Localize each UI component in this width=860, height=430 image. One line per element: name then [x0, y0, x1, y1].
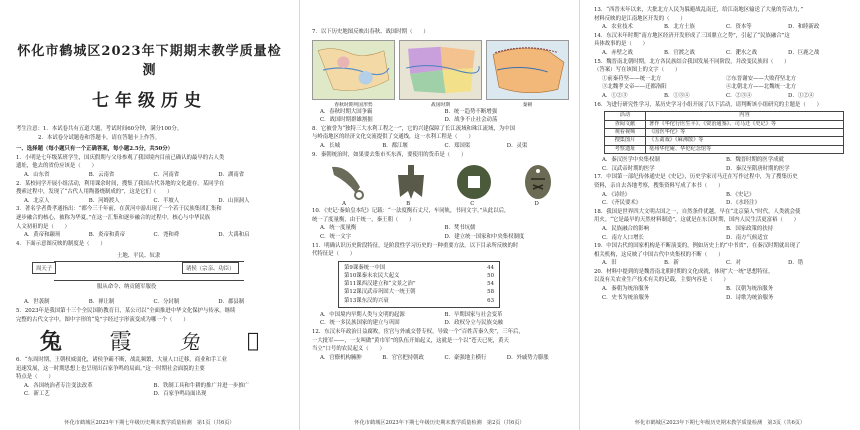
question-text: 3．著名学者费孝通指出：“都今三千年前，在黄河中游出现了一个若干民族集团汇集和	[16, 206, 222, 213]
question-text: 逐步融合的核心，被称为华夏。”在这一汇集和逐步融合的过程中，核心与中华民族	[16, 214, 211, 221]
diagram-bottom-label: 服从命令、纳贡随军服役	[94, 281, 159, 291]
glyph: 𫊸	[247, 328, 260, 353]
exam-page-1	[0, 0, 300, 430]
page-footer: 怀化市鹤城区2023年下期七年级历史期末教学质量检测 第1页（共6页）	[64, 420, 235, 426]
map-qin	[486, 40, 569, 100]
round-coin-icon	[455, 163, 493, 201]
map-captions: 春秋时期列国形势 战国时期 秦朝	[334, 102, 533, 108]
question-text: 迅速发展，这一时期思想上也呈现出百家争鸣的局面。”这一时期社会面貌的主要	[16, 365, 205, 372]
question-text: 搜索过程中，发现了“古代人用陶器烧制成的”，这是它们（ ）	[16, 189, 173, 196]
diagram-left-box: 周天子	[32, 262, 56, 274]
answer-options: A．民族融合的影响 B．国家政策的扶持 C．南方人口增长 D．南方气候适宜	[602, 225, 774, 241]
history-maps	[312, 40, 569, 100]
catalogue-row: 第12课汉武帝巩固大一统王朝 58	[344, 289, 494, 296]
question-text: 12．东汉末年政治日益腐败，宦官与外戚交替专权，导致一个“百姓苦秦久矣”，三年后，	[312, 328, 524, 335]
question-text: 材料反映的是江南地区开发的（ ）	[594, 15, 686, 22]
table-header-row: 活动 内容	[605, 112, 844, 120]
glyph: 霞	[109, 329, 132, 355]
question-text: 18．我国是世界四大文明古国之一，自然条件优越，早在“北京猿人”时代，人类就会使	[594, 208, 801, 215]
question-text: 11．明确认识历史阶段特征，是阶段性学习历史的一种重要方法。以下目录所反映的时	[312, 242, 519, 249]
table-row: 观看视频 《国医华佗》等	[605, 128, 844, 136]
answer-options: A．秦朝为统治服务 B．汉朝为统治服务 C．史书为统治服务 D．诗歌为统治服务	[602, 286, 774, 301]
catalogue-row: 第9课秦统一中国 44	[344, 264, 494, 271]
question-text: 2．某校同学开展小组活动，利用课余时间，搜集了我国古代各地的文化遗存。某同学在	[16, 180, 225, 187]
question-text: 1．小明是七年级某班学生，国庆假期与父母参观了我国境内目前已确认的最早的古人类	[16, 154, 225, 161]
page-footer: 怀化市鹤城区2023年下期七年级历史期末教学质量检测 第2页（共6页）	[354, 420, 525, 426]
catalogue-row: 第11课西汉建立和“文景之治” 54	[344, 281, 494, 288]
question-text: 10．《史记·秦始皇本纪》记载：“一法度衡石丈尺，车同轨，书同文字。”从此以后，	[312, 208, 510, 215]
catalogue-row: 第10课秦末农民大起义 50	[344, 272, 494, 279]
table-row: 考察遗址 亳州华佗庵、华佗纪念馆等	[605, 145, 844, 153]
question-text: 13．“西晋末年以来，大批北方人民为躲避战乱南迁，给江南地区输送了大量的劳动力，”	[594, 7, 804, 13]
map-warring-states	[399, 40, 482, 100]
question-text: 用火。“它是最早的天然材料制造”，这就是在东汉时期，国内人民生活更富裕（ ）	[594, 217, 799, 224]
question-text: 当立”口号的农民起义（ ）	[312, 346, 385, 353]
page-footer: 怀化市鹤城区2023年下期七年级历史期末教学质量检测 第3页（共6页）	[634, 420, 806, 426]
note-line: 考生注意：1．本试卷共有五道大题，考试时间60分钟，满分100分。	[16, 126, 183, 132]
note-line: 2．本试卷分试题卷和答题卡，请在答题卡上作答。	[38, 134, 161, 141]
question-text: 4．下面示意图反映的制度是（ ）	[16, 240, 106, 247]
question-text: （答案）写在该图上的文字（ ）	[594, 67, 681, 74]
answer-options: A．旧 B．新 C．对 D．错	[602, 260, 804, 267]
answer-options: A．世袭制 B．禅让制 C．分封制 D．郡县制	[24, 299, 245, 306]
question-text: 一大批军——，一支叫做“黄巾军”的队伍开始起义，这就是一个以“苍天已死，黄天	[312, 337, 509, 344]
table-row: 搜集图片 《五禽戏》《麻沸散》等	[605, 137, 844, 145]
exam-page-3	[580, 0, 860, 430]
question-text: 20．材料中提到的是魏晋南北朝时期的文化成就，体现“大一统”思想特征，	[594, 268, 774, 275]
answer-options: A．中国境内早期人类与文明的起源 B．早期国家与社会变革 C．统一多民族国家的建立与巩固 D．政权分立与民族交融	[320, 311, 503, 327]
question-text: 19．中国古代的国家机构是不断演变的，例如历史上的“中书省”，在秦汉时期就出现了	[594, 243, 801, 250]
answer-options: A．官僚机构臃肿 B．官官把持朝政 C．豪强地主横行 D．外戚势力膨胀	[320, 354, 549, 361]
question-text: 14．东汉末年时期“南方地区经济开发形成了三国鼎立之势”，引起了“民族融合”这	[594, 32, 790, 39]
coin-images	[312, 161, 569, 201]
answer-options: A．北京人 B．河姆渡人 C．半坡人 D．山顶洞人	[24, 197, 250, 204]
question-text: 9．秦朝统治时，如果要去集市买东西，要使用的货币是（ ）	[312, 151, 467, 158]
answer-options: A．春秋时期大国争霸 B．统一趋势不断增强 C．战国时期群雄割据 D．战争不止社会动荡	[320, 108, 498, 124]
textbook-catalogue	[338, 261, 500, 308]
answer-options: A．黄帝和颛顼 B．炎帝和黄帝 C．尧和舜 D．大禹和启	[24, 232, 250, 239]
answer-options: A．农业技术 B．北方士族 C．资本等 D．和睦新政	[602, 24, 820, 31]
question-text: 与岭南地区的经济文化交流提供了交通线，这一水利工程是（ ）	[312, 134, 474, 141]
question-text: 特点是（ ）	[16, 374, 54, 381]
answer-options: A．赤壁之战 B．官渡之战 C．淝水之战 D．巨鹿之战	[602, 49, 820, 56]
answer-options: A．各国统治者专注变法改革 B．铁制工具和牛耕的推广并进一步推广 C．新工艺 D．百家争鸣局面出现	[24, 382, 250, 398]
answer-options: A．秦汉医学中央集权制 B．魏晋时期的医学成就 C．汉武帝时期的医学 D．秦汉至隋唐时期的医学	[602, 157, 790, 172]
statement-items: ①前秦苻坚——统一北方 ②东晋谢安——大败苻坚北方 ③北魏孝文帝——迁都洛阳 ④北朝北方——北魏统一北方	[602, 75, 797, 91]
question-text: 资料，亲自去各地考察，搜集资料写成了本书（ ）	[594, 182, 724, 189]
answer-options: A．①②③ B．①③④ C．②③④ D．①②④	[602, 92, 814, 99]
table-row: 查阅文献 著作《华佗行医生平》、《资治通鉴》、司马迁《史记》等	[605, 120, 844, 128]
exam-title: 怀化市鹤城区2023年下期期末教学质量检测	[17, 44, 282, 78]
glyph: 兔	[179, 329, 200, 354]
question-text: 统一了度量衡，由于统一，秦王朝（ ）	[312, 216, 415, 223]
fenfeng-diagram	[24, 250, 284, 294]
knife-coin-icon	[326, 163, 366, 201]
diagram-right-box: 诸侯（宗亲、功臣）	[182, 262, 239, 274]
answer-options: A．《诗经》 B．《史记》 C．《齐民要术》 D．《水经注》	[602, 191, 760, 207]
question-text: 遗址，他去的省份应该是（ ）	[16, 163, 97, 170]
question-text: 相关机构，这反映了中国古代中央集权的不断（ ）	[594, 251, 724, 258]
glyph: 兔	[39, 329, 62, 355]
exam-subject: 七年级历史	[92, 91, 207, 111]
question-text: 7．以下历史地图反映出春秋、战国时期（ ）	[312, 29, 429, 35]
question-text: 完整的古代文字中，图中字形的“兔”字经过字形演变成为哪一个（ ）	[16, 316, 189, 323]
answer-options: A．山东省 B．云南省 C．河南省 D．湖南省	[24, 171, 245, 178]
activity-table	[604, 111, 844, 154]
question-text: 5．2023年是我国第十三个全民国防教育日，某公司以“全面推进中华文化保护与传承，继续	[16, 307, 236, 314]
exam-page-2	[300, 0, 580, 430]
diagram-top-label: 土地、平民、奴隶	[114, 250, 163, 260]
question-text: 人文初祖的是（ ）	[16, 223, 70, 230]
question-text: 15．魏晋南北朝时期，北方各民族结合我国发展不同阶段，并改变民族间（ ）	[594, 58, 790, 65]
coin-labels: A B C D	[342, 201, 539, 208]
spade-coin-icon	[394, 163, 428, 201]
catalogue-row: 第13课东汉的兴衰 63	[344, 297, 494, 304]
answer-options: A．统一度量衡 B．焚书坑儒 C．统一文字 D．建立统一国家和中央集权制度	[320, 225, 525, 240]
question-text: 以及有关农业生产技术有关的记载，主要内容是（ ）	[594, 277, 729, 284]
ancient-glyphs	[16, 327, 283, 353]
question-text: 8．它被誉为“独特三大水利工程之一”，它的兴建保障了长江流域和珠江流域，为中国	[312, 125, 516, 132]
answer-options: A．长城 B．都江堰 C．郑国渠 D．灵渠	[320, 142, 528, 149]
question-text: 17．中国第一部纪传体通史是《史记》，历史学家司马迁在写作过程中，为了搜集历史	[594, 174, 798, 181]
question-text: 具体故事的是（ ）	[594, 41, 648, 48]
question-text: 代特征是（ ）	[312, 251, 356, 258]
question-text: 16．为进行研究性学习，某历史学习小组开展了以下活动，请判断该小组研究的主题是（ ）	[594, 101, 822, 108]
section-heading: 一、选择题（每小题只有一个正确答案，每小题2.5分，共50分）	[16, 146, 174, 153]
map-spring-autumn	[312, 40, 395, 100]
ant-nose-coin-icon	[521, 163, 555, 201]
question-text: 6．“东周时期，王朝权威弱化，诸侯争霸不断，战乱频繁，大量人口迁移，商业和手工业	[16, 357, 228, 364]
